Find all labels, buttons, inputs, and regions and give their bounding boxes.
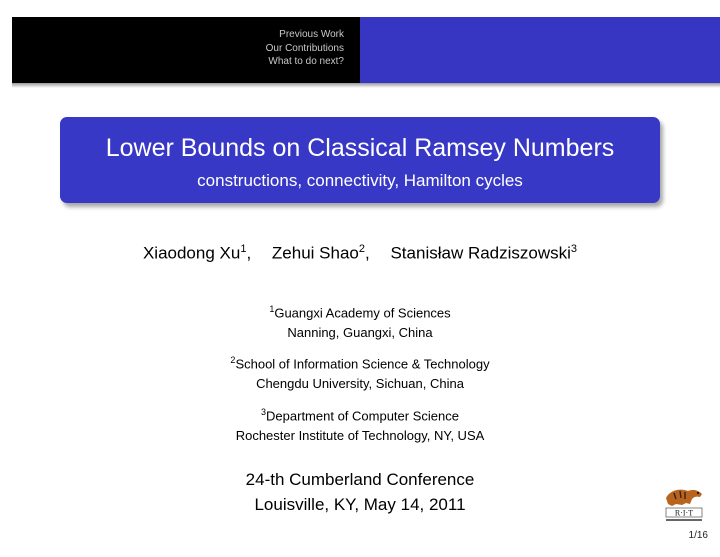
- author: Xiaodong Xu$^1$,: [142, 243, 252, 263]
- conference-info: 24-th Cumberland Conference Louisville, KY, May 14, 2011: [245, 470, 475, 514]
- title-box: [60, 117, 660, 203]
- nav-item-previous-work[interactable]: Previous Work: [279, 29, 344, 40]
- author-list: [0, 243, 720, 264]
- header-bar: [12, 17, 720, 83]
- nav-item-what-next[interactable]: What to do next?: [268, 56, 344, 67]
- author: Stanisław Radziszowski$^3$: [390, 243, 578, 263]
- author: Zehui Shao$^2$,: [271, 243, 370, 263]
- slide-subtitle: constructions, connectivity, Hamilton cycles: [197, 171, 523, 190]
- header-shadow: [12, 83, 720, 88]
- page-number: 1/16: [688, 530, 708, 541]
- svg-text:R·I·T: R·I·T: [674, 508, 694, 518]
- header-blue-panel: [360, 17, 720, 83]
- affiliation: $^3$Department of Computer Science Rochester Institute of Technology, NY, USA: [235, 407, 485, 444]
- affiliation: $^2$School of Information Science & Technology Chengdu University, Sichuan, China: [230, 355, 490, 392]
- section-navigation: [12, 17, 360, 83]
- affiliation: $^1$Guangxi Academy of Sciences Nanning, Guangxi, China: [269, 304, 451, 341]
- rit-tiger-logo-icon: [662, 484, 706, 526]
- slide-title: Lower Bounds on Classical Ramsey Numbers: [105, 134, 615, 162]
- nav-item-our-contributions[interactable]: Our Contributions: [265, 42, 344, 54]
